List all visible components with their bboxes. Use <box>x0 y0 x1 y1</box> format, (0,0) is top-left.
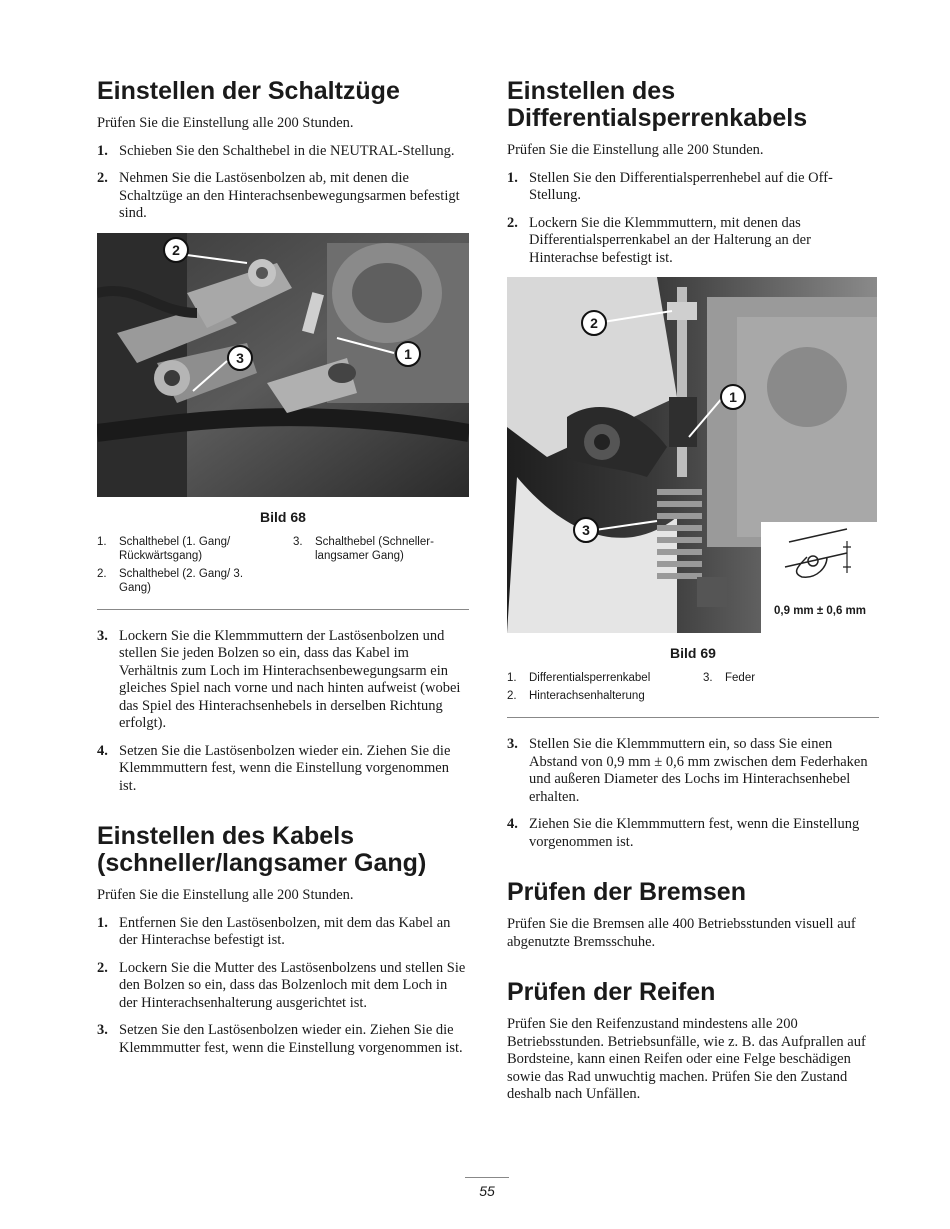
legend-item <box>507 671 683 685</box>
step-number: 2. <box>97 959 108 976</box>
callout-1: 1 <box>720 384 746 410</box>
steps-list <box>507 736 879 851</box>
list-item <box>97 915 469 950</box>
legend-text: Hinterachsenhalterung <box>529 690 645 702</box>
legend-text: Differentialsperrenkabel <box>529 672 651 684</box>
body-text: Prüfen Sie die Bremsen alle 400 Betriebsstunden visuell auf abgenutzte Bremsschuhe. <box>507 916 856 950</box>
right-column <box>507 78 879 1114</box>
divider <box>507 717 879 718</box>
step-number: 1. <box>507 169 518 186</box>
step-text: Nehmen Sie die Lastösenbolzen ab, mit denen die Schaltzüge an den Hinterachsenbewegungsarmen befestigt sind. <box>119 170 460 221</box>
step-text: Lockern Sie die Klemmmuttern der Lastösenbolzen und stellen Sie jeden Bolzen so ein, dass das Kabel im Verhältnis zum Loch im Hinterachsenbewegungsarm ein gleiches Spiel nach vorne und nach hinten aufweist (wobei das Spiel des Hinterachsenhebels in derselben Richtung erfolgt). <box>119 627 461 731</box>
figure-legend <box>507 671 879 703</box>
steps-list <box>97 628 469 796</box>
inset-measurement-label: 0,9 mm ± 0,6 mm <box>774 605 866 617</box>
figure-legend <box>97 535 469 595</box>
legend-item <box>97 567 273 595</box>
list-item <box>97 143 469 161</box>
step-text: Lockern Sie die Klemmmuttern, mit denen das Differentialsperrenkabel an der Halterung an der Hinterachse befestigt ist. <box>529 214 811 266</box>
legend-item <box>293 535 469 563</box>
legend-item <box>703 671 879 685</box>
differential-photo <box>507 277 877 633</box>
legend-number: 3. <box>293 535 303 548</box>
callout-3: 3 <box>227 345 253 371</box>
step-text: Lockern Sie die Mutter des Lastösenbolzens und stellen Sie den Bolzen so ein, dass das Bolzenloch mit dem Loch in der Hinterachsenhalterung ausgerichtet ist. <box>119 959 466 1011</box>
section-title-bremsen: Prüfen der Bremsen <box>507 878 746 906</box>
step-text: Ziehen Sie die Klemmmuttern fest, wenn die Einstellung vorgenommen ist. <box>529 816 860 850</box>
step-text: Entfernen Sie den Lastösenbolzen, mit dem das Kabel an der Hinterachse befestigt ist. <box>119 914 451 948</box>
step-number: 1. <box>97 914 108 931</box>
divider <box>97 609 469 610</box>
left-column <box>97 78 469 1067</box>
legend-number: 1. <box>507 672 517 684</box>
step-text: Schieben Sie den Schalthebel in die NEUTRAL-Stellung. <box>119 142 455 159</box>
intro-text: Prüfen Sie die Einstellung alle 200 Stunden. <box>507 142 764 158</box>
section-title-reifen: Prüfen der Reifen <box>507 978 716 1006</box>
callout-1: 1 <box>395 341 421 367</box>
steps-list <box>97 915 469 1058</box>
step-number: 3. <box>97 627 108 644</box>
list-item <box>97 743 469 796</box>
callout-3: 3 <box>573 517 599 543</box>
intro-text: Prüfen Sie die Einstellung alle 200 Stunden. <box>97 115 354 131</box>
legend-number: 1. <box>97 535 107 548</box>
list-item <box>507 170 879 205</box>
section-title-differentialsperre: Einstellen des Differentialsperrenkabels <box>507 77 808 132</box>
step-number: 3. <box>97 1022 108 1038</box>
legend-item <box>507 689 683 703</box>
step-text: Stellen Sie den Differentialsperrenhebel auf die Off-Stellung. <box>529 169 833 203</box>
step-number: 4. <box>97 742 108 759</box>
legend-number: 3. <box>703 672 713 684</box>
step-text: Setzen Sie die Lastösenbolzen wieder ein. Ziehen Sie die Klemmmuttern fest, wenn die Einstellung vorgenommen ist. <box>119 742 451 794</box>
list-item <box>507 736 879 806</box>
step-number: 3. <box>507 736 518 752</box>
legend-number: 2. <box>97 567 107 580</box>
section-title-kabel: Einstellen des Kabels (schneller/langsamer Gang) <box>97 822 427 877</box>
legend-text: Schalthebel (2. Gang/ 3. Gang) <box>119 567 244 594</box>
legend-text: Schalthebel (Schneller-langsamer Gang) <box>315 535 434 562</box>
list-item <box>507 816 879 851</box>
section-title-schaltzuege: Einstellen der Schaltzüge <box>97 77 400 105</box>
figure-title: Bild 69 <box>670 645 716 661</box>
step-number: 4. <box>507 816 518 832</box>
legend-item <box>97 535 273 563</box>
list-item <box>97 960 469 1013</box>
callout-2: 2 <box>163 237 189 263</box>
list-item <box>97 1022 469 1057</box>
step-number: 1. <box>97 142 108 159</box>
steps-list <box>97 143 469 223</box>
figure-68 <box>97 233 469 497</box>
step-number: 2. <box>507 214 518 231</box>
step-text: Setzen Sie den Lastösenbolzen wieder ein. Ziehen Sie die Klemmmutter fest, wenn die Einstellung vorgenommen ist. <box>119 1022 463 1056</box>
legend-text: Feder <box>725 672 756 684</box>
list-item <box>97 628 469 733</box>
body-text: Prüfen Sie den Reifenzustand mindestens alle 200 Betriebsstunden. Betriebsunfälle, wie z. B. das Aufprallen auf Bordsteine, kann einen Reifen oder eine Felge beschädigen sowie das Rad unwuchtig machen. Prüfen Sie den Zustand deshalb nach Unfällen. <box>507 1016 866 1102</box>
legend-text: Schalthebel (1. Gang/ Rückwärtsgang) <box>119 535 231 562</box>
list-item <box>97 170 469 223</box>
step-number: 2. <box>97 170 108 186</box>
legend-number: 2. <box>507 690 517 702</box>
figure-69 <box>507 277 879 633</box>
footer-rule <box>465 1177 509 1178</box>
steps-list <box>507 170 879 268</box>
step-text: Stellen Sie die Klemmmuttern ein, so dass Sie einen Abstand von 0,9 mm ± 0,6 mm zwischen dem Federhaken und außeren Diameter des Lochs im Hinterachsenhebel erhalten. <box>529 736 868 805</box>
page-number: 55 <box>479 1183 495 1199</box>
list-item <box>507 215 879 268</box>
figure-title: Bild 68 <box>260 508 306 525</box>
callout-2: 2 <box>581 310 607 336</box>
intro-text: Prüfen Sie die Einstellung alle 200 Stunden. <box>97 887 354 903</box>
